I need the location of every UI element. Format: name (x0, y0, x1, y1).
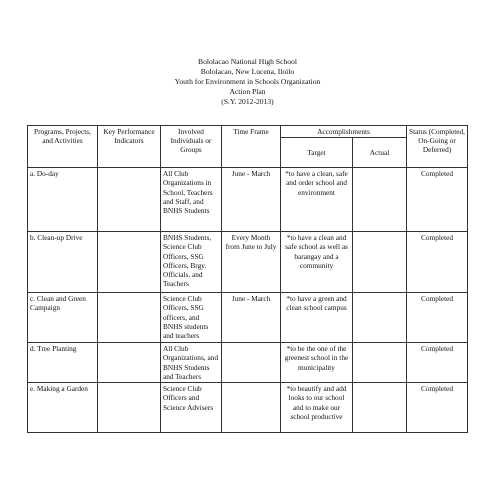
cell-actual (353, 232, 407, 293)
cell-status: Completed (407, 232, 468, 293)
col-header-actual: Actual (353, 138, 407, 168)
cell-program: b. Clean-up Drive (28, 232, 98, 293)
table-header (28, 126, 468, 168)
organization-name: Youth for Environment in Schools Organization (174, 77, 321, 86)
cell-involved: Science Club Officers, SSG officers, and BNHS students and teachers (161, 293, 222, 343)
cell-target: *to have a clean and safe school as well as barangay and a community (281, 232, 353, 293)
document-title: Action Plan (229, 87, 266, 96)
table-row (28, 293, 468, 343)
cell-time-frame (222, 383, 281, 433)
cell-status: Completed (407, 293, 468, 343)
cell-time-frame: June - March (222, 168, 281, 232)
col-header-accomplishments: Accomplishments (281, 126, 407, 138)
document-header (0, 57, 495, 107)
action-plan-table (27, 125, 468, 433)
table-row (28, 343, 468, 383)
col-header-time-frame: Time Frame (222, 126, 281, 168)
cell-kpi (98, 383, 161, 433)
cell-program: c. Clean and Green Campaign (28, 293, 98, 343)
cell-status: Completed (407, 383, 468, 433)
cell-program: d. Tree Planting (28, 343, 98, 383)
cell-target: *to be the one of the greenest school in the municipality (281, 343, 353, 383)
col-header-programs: Programs, Projects, and Activities (28, 126, 98, 168)
cell-target: *to beautify and add looks to our school and to make our school productive (281, 383, 353, 433)
cell-involved: All Club Organizations in School, Teachers and Staff, and BNHS Students (161, 168, 222, 232)
cell-involved: BNHS Students, Science Club Officers, SSG Officers, Brgy. Officials, and Teachers (161, 232, 222, 293)
col-header-kpi: Key Performance Indicators (98, 126, 161, 168)
school-address: Bololacao, New Lucena, Iloilo (200, 67, 295, 76)
cell-status: Completed (407, 168, 468, 232)
cell-actual (353, 168, 407, 232)
table-row (28, 383, 468, 433)
cell-status: Completed (407, 343, 468, 383)
col-header-involved: Involved Individuals or Groups (161, 126, 222, 168)
col-header-status: Status (Completed, On-Going or Deferred) (407, 126, 468, 168)
cell-kpi (98, 343, 161, 383)
school-year: (S.Y. 2012-2013) (221, 97, 274, 106)
cell-target: *to have a clean, safe and order school and environment (281, 168, 353, 232)
cell-kpi (98, 168, 161, 232)
cell-actual (353, 383, 407, 433)
cell-involved: All Club Organizations, and BNHS Students and Teachers (161, 343, 222, 383)
cell-time-frame: June - March (222, 293, 281, 343)
cell-program: e. Making a Garden (28, 383, 98, 433)
cell-kpi (98, 293, 161, 343)
cell-involved: Science Club Officers and Science Advisers (161, 383, 222, 433)
cell-time-frame: Every Month from June to July (222, 232, 281, 293)
school-name: Bololacao National High School (198, 57, 297, 66)
cell-actual (353, 293, 407, 343)
cell-actual (353, 343, 407, 383)
table-body (28, 168, 468, 433)
table-row (28, 232, 468, 293)
cell-program: a. Do-day (28, 168, 98, 232)
cell-target: *to have a green and clean school campus (281, 293, 353, 343)
table-row (28, 168, 468, 232)
cell-time-frame (222, 343, 281, 383)
col-header-target: Target (281, 138, 353, 168)
cell-kpi (98, 232, 161, 293)
